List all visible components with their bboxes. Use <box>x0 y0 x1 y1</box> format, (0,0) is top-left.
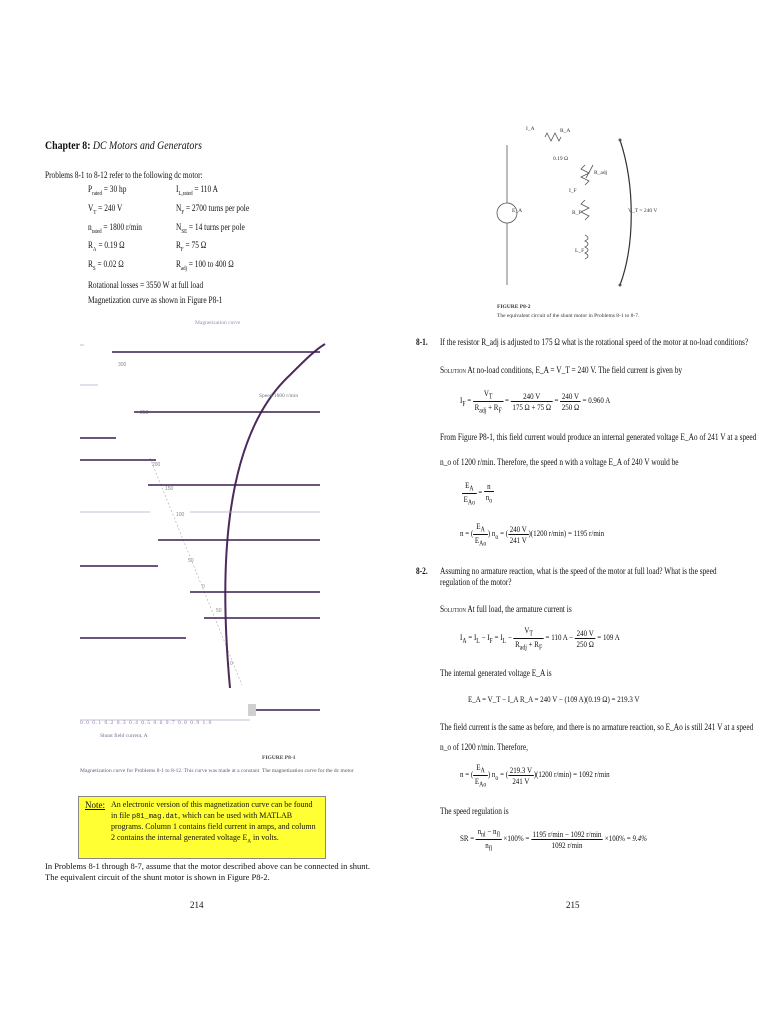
spec-nf: $N_F = 2700$ turns per pole <box>176 202 250 216</box>
chart-title-faint: Magnetization curve <box>195 320 241 326</box>
fig-p82-label: FIGURE P8-2 <box>497 304 531 310</box>
problem-8-1-text-2: From Figure P8-1, this field current would produce an internal generated voltage E_Ao of 241 V at a speed <box>440 432 757 442</box>
circuit-label-lf: L_F <box>575 248 585 254</box>
equation-field-current: $I_F$ = $\frac{V_T}{R_{adj} + R_F}$ = $\frac{240 V}{175 \Omega + 75 \Omega}$ = $\frac{240 V}{250 \Omega}$ = 0.960 A <box>460 388 611 415</box>
tick-label: 200 <box>152 462 161 468</box>
problem-8-2-text-2: The internal generated voltage E_A is <box>440 668 552 678</box>
spec-radj: $R_{adj} = 100$ to 400 Ω <box>176 259 234 272</box>
faint-mark <box>248 704 256 716</box>
equation-armature-current: $I_A = I_L - I_F = I_L$ − $\frac{V_T}{R_{adj} + R_F}$ = 110 A − $\frac{240 V}{250 \Omega}$ = 109 A <box>460 625 620 652</box>
fig-p81-caption-faint: Magnetization curve for Problems 8-1 to 8-12. This curve was made at a constant <box>80 768 260 774</box>
fig-p81-label: FIGURE P8-1 <box>262 755 296 761</box>
tick-label: 150 <box>165 486 174 492</box>
equation-field-current-text <box>1 1 2 2</box>
tick-label: 300 <box>118 362 127 368</box>
lf-coil <box>585 235 588 259</box>
spec-nse: $N_{SE} = 14$ turns per pole <box>176 221 245 235</box>
fig-p81-sub-faint: The magnetization curve for the dc motor <box>262 768 354 774</box>
equation-speed-regulation-text <box>1 11 2 12</box>
circuit-label-ra: R_A <box>560 128 571 134</box>
after-note-paragraph: In Problems 8-1 through 8-7, assume that the motor described above can be connected in shunt. The equivalent circuit of the shunt motor is shown in Figure P8-2. <box>45 861 371 882</box>
tick-label: 100 <box>176 512 185 518</box>
problem-8-2-number: 8-2. <box>416 566 428 576</box>
equation-noload-speed-text <box>1 5 2 6</box>
tick-label: 0 <box>230 661 233 667</box>
x-axis-label-faint: Shunt field current, A <box>100 733 148 739</box>
circuit-label-ea: E_A <box>512 208 523 214</box>
tick-label: 50 <box>188 558 194 564</box>
page-number-right: 215 <box>566 900 580 910</box>
circuit-label-if: I_F <box>569 188 577 194</box>
problem-8-2-text-3: The field current is the same as before, and there is no armature reaction, so E_Ao is still 241 V at a speed <box>440 722 754 732</box>
equation-speed-ratio-text <box>1 3 2 4</box>
problem-8-1-text-3: n_o of 1200 r/min. Therefore, the speed n with a voltage E_A of 240 V would be <box>440 457 679 467</box>
fig-p82-caption: The equivalent circuit of the shunt motor in Problems 8-1 to 8-7. <box>497 313 640 319</box>
tick-label: 50 <box>216 608 222 614</box>
ra-resistor <box>545 133 561 141</box>
circuit-label-ra-value: 0.19 Ω <box>553 156 569 162</box>
equation-internal-voltage: E_A = V_T − I_A R_A = 240 V − (109 A)(0.19 Ω) = 219.3 V <box>468 694 640 704</box>
problem-8-2-solution: Solution At full load, the armature current is <box>440 604 572 614</box>
circuit-label-radj: R_adj <box>594 170 608 176</box>
spec-nrated: $n_{rated} = 1800$ r/min <box>88 221 142 235</box>
circuit-label-ia: I_A <box>526 126 535 132</box>
chapter-heading: Chapter 8: DC Motors and Generators <box>45 138 203 152</box>
note-file: p81_mag.dat <box>131 812 179 821</box>
spec-rs: $R_S = 0.02$ Ω <box>88 259 124 272</box>
tick-label: 250 <box>140 410 149 416</box>
magnetization-curve-figure <box>70 330 330 740</box>
note-text-1: An electronic version of this magnetization curve can be found in file <box>111 800 313 820</box>
diagonal-axis <box>150 458 242 685</box>
problems-intro: Problems 8-1 to 8-12 refer to the following dc motor: <box>45 170 203 180</box>
equation-armature-current-text <box>1 7 2 8</box>
spec-prated: $P_{rated} = 30$ hp <box>88 184 127 197</box>
spec-ra: $R_A = 0.19$ Ω <box>88 240 125 254</box>
note-text-3: in volts. <box>253 832 279 842</box>
circuit-label-rf: R_F <box>572 210 582 216</box>
note-text-2: , which can be used with MATLAB programs. Column 1 contains field current in amps, and column 2 contains the internal generated voltage E <box>111 810 316 842</box>
note-box <box>78 796 326 859</box>
equation-speed-regulation: SR = $\frac{n_{nl} - n_{fl}}{n_{fl}}$ ×100% = $\frac{1195 r/\min - 1092 r/\min}{1092 r/\min}$ ×100% = 9.4% <box>460 826 647 853</box>
problem-8-1-solution: Solution At no-load conditions, E_A = V_T = 240 V. The field current is given by <box>440 365 683 375</box>
equation-fullload-speed: n = ( $\frac{E_A}{E_{Ao}}$ ) $n_o$ = ( $\frac{219.3 V}{241 V}$ )(1200 r/min) = 1092 r/min <box>460 762 610 789</box>
solution-label: Solution <box>440 365 466 375</box>
equation-noload-speed: n = ( $\frac{E_A}{E_{Ao}}$ ) $n_o$ = ( $\frac{240 V}{241 V}$ )(1200 r/min) = 1195 r/min <box>460 521 605 548</box>
problem-8-1-number: 8-1. <box>416 337 428 347</box>
spec-rf: $R_F = 75$ Ω <box>176 240 207 254</box>
equation-speed-ratio: $\frac{E_A}{E_{Ao}}$ = $\frac{n}{n_o}$ <box>463 480 493 507</box>
page-number-left: 214 <box>190 900 204 910</box>
specs-col-1 <box>88 184 142 275</box>
problem-8-2-text-5: The speed regulation is <box>440 806 509 816</box>
specs-col-2 <box>176 184 249 275</box>
problem-8-2-text-line: Assuming no armature reaction, what is the speed of the motor at full load? What is the speed regulation of the motor? <box>440 566 717 587</box>
spec-il: $I_{L,rated} = 110$ A <box>176 184 218 197</box>
spec-vt: $V_T = 240$ V <box>88 202 123 216</box>
tick-label: 0 <box>202 584 205 590</box>
circuit-label-vt: V_T = 240 V <box>628 208 658 214</box>
rotational-losses: Rotational losses = 3550 W at full load <box>88 280 204 290</box>
magnetization-ref: Magnetization curve as shown in Figure P8-1 <box>88 295 223 305</box>
rf-resistor <box>581 200 589 220</box>
note-label: Note: <box>85 800 105 810</box>
chapter-title: DC Motors and Generators <box>92 138 203 152</box>
problem-8-2-text-4: n_o of 1200 r/min. Therefore, <box>440 742 528 752</box>
note-content: Note: An electronic version of this magnetization curve can be found in file p81_mag.dat, which can be used with MATLAB programs. Column 1 contains field current in amps, and column 2 contains the internal generated voltage $E_A$ in volts. <box>85 800 316 845</box>
adj-arrow <box>586 165 593 178</box>
equation-fullload-speed-text <box>1 9 2 10</box>
x-axis-ticks-faint: 0.0 0.1 0.2 0.3 0.4 0.5 0.6 0.7 0.8 0.9 1.0 <box>80 720 213 726</box>
problem-8-1-text: If the resistor R_adj is adjusted to 175 Ω what is the rotational speed of the motor at no-load conditions? <box>440 337 749 347</box>
chart-speed-note: Speed 1800 r/min <box>259 393 299 399</box>
solution-label-2: Solution <box>440 604 466 614</box>
